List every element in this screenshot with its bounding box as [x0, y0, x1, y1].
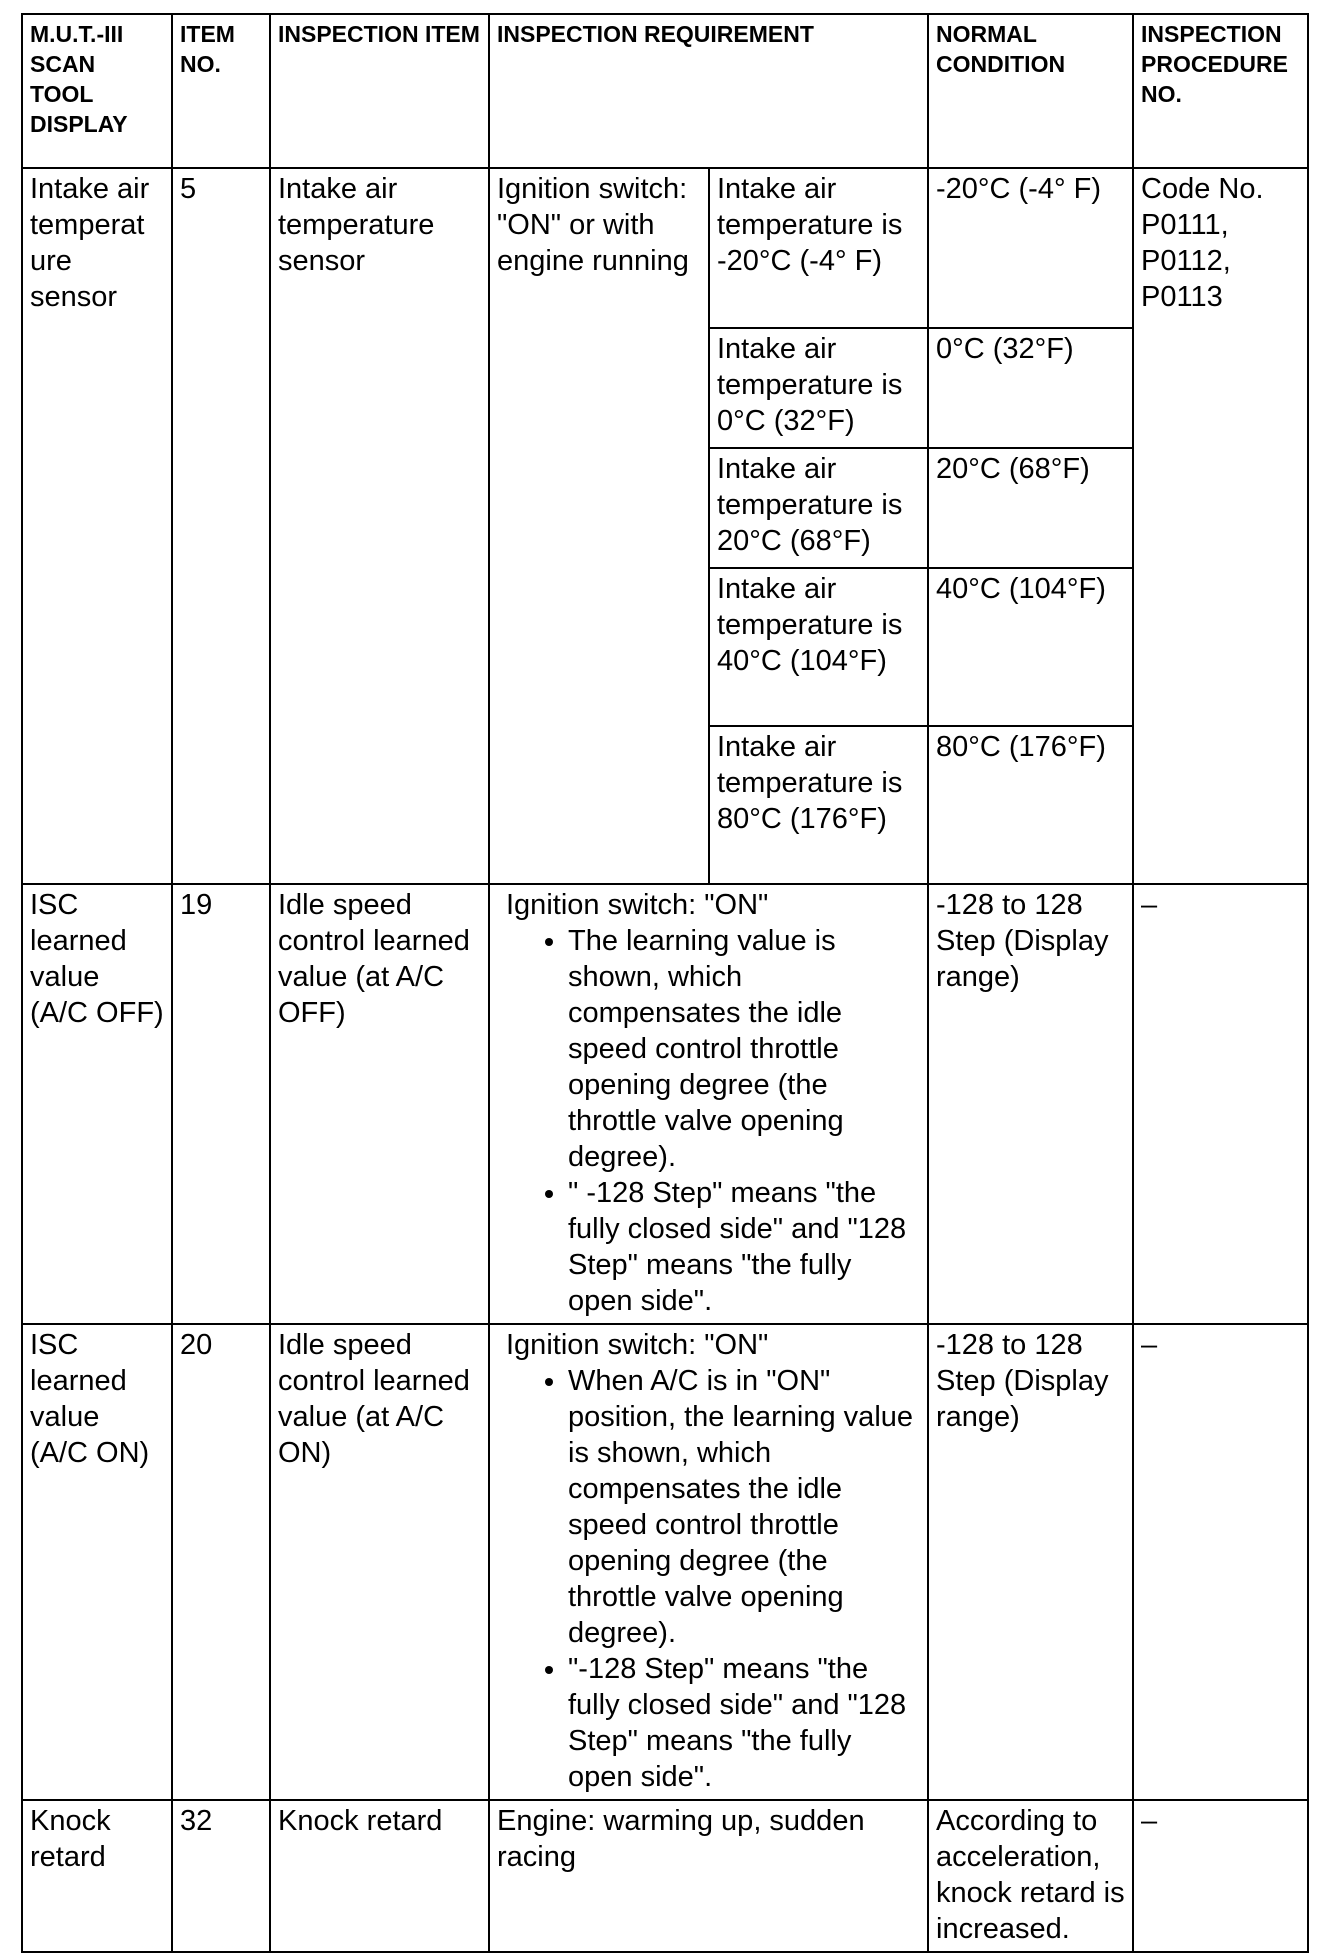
cell-condition-intake-1: Intake air temperature is -20°C (-4° F)	[709, 168, 928, 328]
cell-normal-knock: According to acceleration, knock retard is increased.	[928, 1800, 1133, 1952]
cell-normal-isc-on: -128 to 128 Step (Display range)	[928, 1324, 1133, 1800]
cell-display-isc-on: ISC learned value (A/C ON)	[22, 1324, 172, 1800]
header-item-no: ITEM NO.	[172, 14, 270, 168]
cell-normal-intake-3: 20°C (68°F)	[928, 448, 1133, 568]
cell-condition-intake-3: Intake air temperature is 20°C (68°F)	[709, 448, 928, 568]
header-normal-condition: NORMAL CONDITION	[928, 14, 1133, 168]
cell-normal-isc-off: -128 to 128 Step (Display range)	[928, 884, 1133, 1324]
table-row-knock	[22, 1800, 1308, 1952]
cell-requirement-knock: Engine: warming up, sudden racing	[489, 1800, 928, 1952]
cell-normal-intake-2: 0°C (32°F)	[928, 328, 1133, 448]
cell-item-knock: Knock retard	[270, 1800, 489, 1952]
requirement-title: Ignition switch: "ON"	[506, 889, 769, 921]
cell-procedure-intake: Code No. P0111, P0112, P0113	[1133, 168, 1308, 884]
cell-item-isc-off: Idle speed control learned value (at A/C OFF)	[270, 884, 489, 1324]
cell-display-intake: Intake air temperat ure sensor	[22, 168, 172, 884]
cell-item-no-isc-off: 19	[172, 884, 270, 1324]
requirement-bullets	[506, 1363, 920, 1795]
cell-item-no-isc-on: 20	[172, 1324, 270, 1800]
cell-condition-intake-4: Intake air temperature is 40°C (104°F)	[709, 568, 928, 726]
table-row-isc-on	[22, 1324, 1308, 1800]
header-inspection-item: INSPECTION ITEM	[270, 14, 489, 168]
cell-normal-intake-5: 80°C (176°F)	[928, 726, 1133, 884]
cell-procedure-isc-off: –	[1133, 884, 1308, 1324]
cell-procedure-knock: –	[1133, 1800, 1308, 1952]
cell-normal-intake-1: -20°C (-4° F)	[928, 168, 1133, 328]
header-display: M.U.T.-III SCAN TOOL DISPLAY	[22, 14, 172, 168]
cell-display-knock: Knock retard	[22, 1800, 172, 1952]
requirement-bullet: • The learning value is shown, which compensates the idle speed control throttle opening degree (the throttle valve opening degree).	[568, 923, 920, 1175]
cell-normal-intake-4: 40°C (104°F)	[928, 568, 1133, 726]
cell-requirement-isc-on	[489, 1324, 928, 1800]
cell-condition-intake-2: Intake air temperature is 0°C (32°F)	[709, 328, 928, 448]
cell-item-no-intake: 5	[172, 168, 270, 884]
header-procedure-no: INSPECTION PROCEDURE NO.	[1133, 14, 1308, 168]
table-row-isc-off	[22, 884, 1308, 1324]
cell-item-intake: Intake air temperature sensor	[270, 168, 489, 884]
requirement-bullets	[506, 923, 920, 1319]
requirement-bullet: • " -128 Step" means "the fully closed side" and "128 Step" means "the fully open side".	[568, 1175, 920, 1319]
cell-item-isc-on: Idle speed control learned value (at A/C ON)	[270, 1324, 489, 1800]
cell-condition-intake-5: Intake air temperature is 80°C (176°F)	[709, 726, 928, 884]
requirement-title: Ignition switch: "ON"	[506, 1329, 769, 1361]
cell-procedure-isc-on: –	[1133, 1324, 1308, 1800]
cell-requirement-isc-off	[489, 884, 928, 1324]
requirement-bullet: • "-128 Step" means "the fully closed side" and "128 Step" means "the fully open side".	[568, 1651, 920, 1795]
inspection-table-container	[21, 13, 1307, 1953]
inspection-table	[21, 13, 1309, 1953]
cell-item-no-knock: 32	[172, 1800, 270, 1952]
header-requirement: INSPECTION REQUIREMENT	[489, 14, 928, 168]
cell-display-isc-off: ISC learned value (A/C OFF)	[22, 884, 172, 1324]
header-row	[22, 14, 1308, 168]
table-row-intake-1	[22, 168, 1308, 328]
cell-requirement-intake: Ignition switch: "ON" or with engine running	[489, 168, 709, 884]
requirement-bullet: • When A/C is in "ON" position, the learning value is shown, which compensates the idle speed control throttle opening degree (the throttle valve opening degree).	[568, 1363, 920, 1651]
